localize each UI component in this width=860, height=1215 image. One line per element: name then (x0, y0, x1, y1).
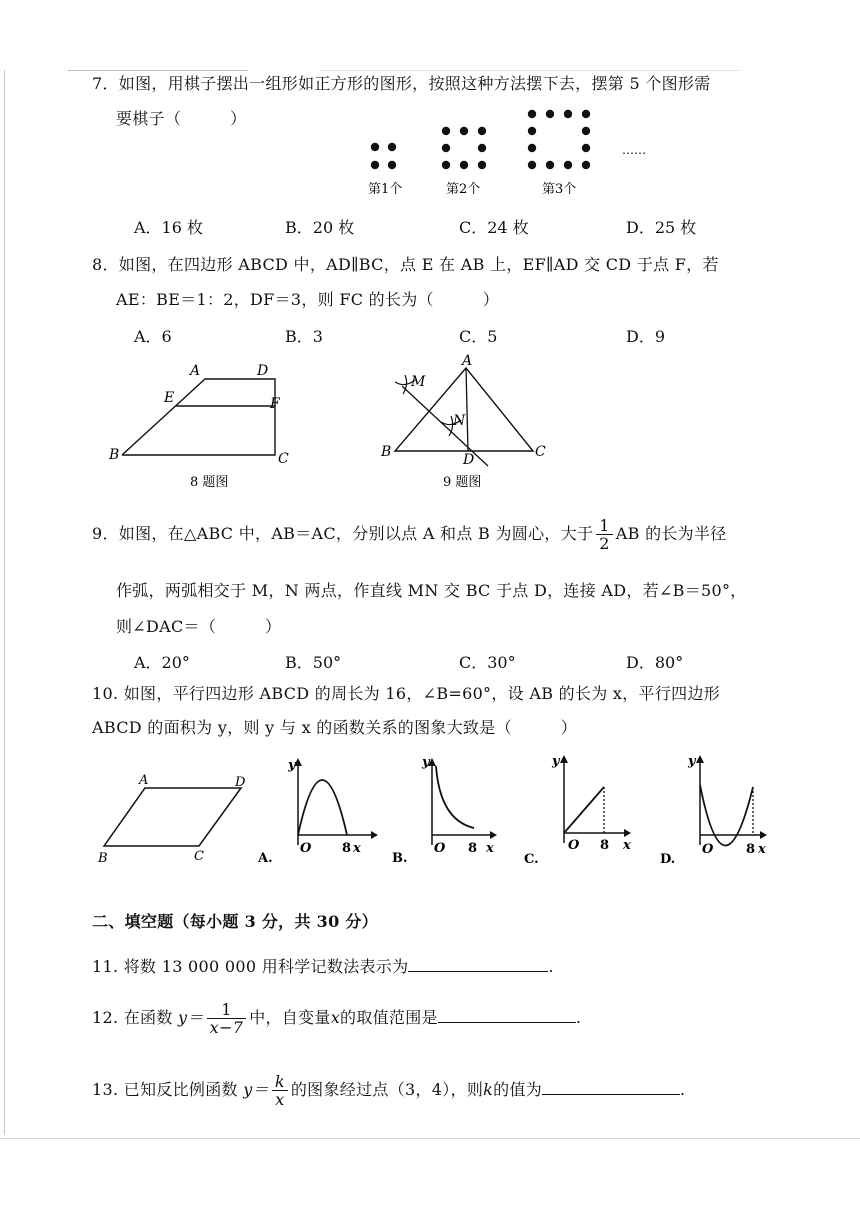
q13-frac-den: x (272, 1090, 288, 1108)
q12-end: . (575, 1008, 582, 1027)
q10-parallelogram-figure (95, 770, 260, 865)
q8-trapezoid-figure (100, 355, 300, 495)
q9-label-n: N (453, 413, 466, 429)
q13-answer-blank[interactable] (542, 1080, 680, 1095)
q8-option-c: C．5 (459, 327, 498, 346)
q7-option-c: C．24 枚 (459, 218, 529, 237)
top-rule-faint (320, 70, 740, 71)
q11-answer-blank[interactable] (408, 957, 548, 972)
q7-option-a: A．16 枚 (134, 218, 204, 237)
q8-label-a: A (190, 363, 201, 379)
q10-label-a: A (139, 773, 149, 788)
q8-option-a: A．6 (134, 327, 172, 346)
q10-label-d: D (235, 775, 246, 790)
q11-end: . (548, 957, 554, 976)
q8-option-b: B．3 (285, 327, 323, 346)
q8-figure-caption: 8 题图 (190, 475, 229, 490)
q7-line2: 要棋子（ ） (116, 109, 247, 128)
q8-line1: 8．如图，在四边形 ABCD 中，AD∥BC，点 E 在 AB 上，EF∥AD 交 CD 于点 F，若 (92, 255, 719, 274)
q11-line (92, 957, 554, 977)
pattern-1 (371, 143, 396, 169)
q12-frac-den: x−7 (207, 1018, 247, 1036)
q12-text-a: 12. 在函数 (92, 1008, 173, 1027)
q9-line1 (92, 516, 727, 552)
q9-label-b: B (381, 444, 392, 460)
q12-line (92, 998, 581, 1038)
q13-text-b: 的图象经过点（3，4），则 (290, 1080, 484, 1099)
q10-label-b: B (98, 851, 108, 865)
q13-text-a: 13. 已知反比例函数 (92, 1080, 238, 1099)
graph-c-letter: C. (524, 852, 539, 867)
q9-line2: 作弧，两弧相交于 M，N 两点，作直线 MN 交 BC 于点 D，连接 AD，若∠B＝50°， (116, 581, 747, 600)
q13-frac-num: k (274, 1072, 285, 1091)
q7-caption-2: 第2个 (446, 182, 481, 197)
graph-d-y-label: y (688, 754, 696, 769)
graph-d-letter: D. (660, 852, 676, 867)
q9-line3: 则∠DAC＝（ ） (116, 617, 282, 636)
q13-line (92, 1070, 685, 1110)
q8-label-b: B (109, 447, 120, 463)
q7-caption-1: 第1个 (368, 182, 403, 197)
q13-end: . (680, 1080, 686, 1099)
q7-ellipsis: …… (622, 143, 646, 157)
q13-lhs: y＝ (243, 1080, 269, 1099)
q7-dot-patterns (360, 105, 660, 200)
graph-c-origin: O (568, 838, 580, 853)
q9-label-a: A (462, 353, 473, 369)
q10-graph-b (390, 750, 505, 870)
graph-d-x-label: x (758, 842, 766, 857)
q8-option-d: D．9 (626, 327, 666, 346)
graph-a-origin: O (300, 841, 312, 856)
pattern-2 (442, 127, 486, 169)
q13-var: k (483, 1080, 494, 1099)
q10-line2: ABCD 的面积为 y，则 y 与 x 的函数关系的图象大致是（ ） (92, 718, 578, 737)
q9-label-m: M (411, 374, 426, 390)
section-2-title: 二、填空题（每小题 3 分，共 30 分） (92, 912, 378, 931)
top-rule (68, 70, 248, 71)
q9-triangle-figure (375, 350, 560, 495)
q12-text-b: 中，自变量 (249, 1008, 331, 1027)
graph-b-origin: O (434, 841, 446, 856)
graph-b-y-label: y (422, 755, 430, 770)
q9-fraction-half (596, 517, 612, 552)
q9-line1-a: 9．如图，在△ABC 中，AB＝AC，分别以点 A 和点 B 为圆心，大于 (92, 524, 594, 543)
graph-d-origin: O (702, 842, 714, 857)
q9-frac-den: 2 (596, 534, 612, 552)
bottom-rule (0, 1138, 860, 1139)
q12-fraction (207, 1001, 247, 1036)
q8-label-f: F (270, 396, 280, 412)
q9-option-a: A．20° (134, 653, 190, 672)
q12-var: x (330, 1008, 341, 1027)
q12-text-c: 的取值范围是 (340, 1008, 438, 1027)
q12-frac-num: 1 (221, 1000, 232, 1019)
q9-figure-caption: 9 题图 (443, 475, 482, 490)
q10-label-c: C (194, 849, 204, 864)
q9-option-b: B．50° (285, 653, 342, 672)
q11-text: 11. 将数 13 000 000 用科学记数法表示为 (92, 957, 409, 976)
q10-graph-d (658, 745, 773, 870)
q9-line1-b: AB 的长为半径 (615, 524, 727, 543)
graph-c-tick-8: 8 (600, 838, 610, 853)
graph-b-x-label: x (486, 841, 494, 856)
q8-label-c: C (278, 451, 289, 467)
graph-c-x-label: x (623, 838, 631, 853)
q8-line2: AE：BE＝1：2，DF＝3，则 FC 的长为（ ） (116, 290, 500, 309)
q8-label-d: D (257, 363, 269, 379)
graph-d-tick-8: 8 (746, 842, 756, 857)
q9-option-c: C．30° (459, 653, 516, 672)
graph-a-tick-8: 8 (342, 841, 352, 856)
q10-graph-c (522, 745, 637, 870)
q9-frac-num: 1 (599, 516, 610, 535)
q9-option-d: D．80° (626, 653, 684, 672)
q9-label-d: D (463, 452, 475, 468)
q7-caption-3: 第3个 (542, 182, 577, 197)
q13-fraction (272, 1073, 288, 1108)
q13-text-c: 的值为 (493, 1080, 543, 1099)
q12-lhs: y＝ (178, 1008, 204, 1027)
q7-option-b: B．20 枚 (285, 218, 355, 237)
graph-a-y-label: y (288, 758, 296, 773)
q9-label-c: C (535, 444, 546, 460)
left-margin-line (4, 70, 5, 1135)
graph-b-letter: B. (392, 851, 408, 866)
q12-answer-blank[interactable] (438, 1008, 576, 1023)
q7-option-d: D．25 枚 (626, 218, 697, 237)
graph-a-x-label: x (353, 841, 361, 856)
q8-label-e: E (164, 390, 175, 406)
pattern-3 (528, 110, 590, 169)
graph-c-y-label: y (552, 754, 560, 769)
graph-a-letter: A. (258, 851, 273, 866)
q7-line1: 7．如图，用棋子摆出一组形如正方形的图形，按照这种方法摆下去，摆第 5 个图形需 (92, 74, 711, 93)
q10-line1: 10. 如图，平行四边形 ABCD 的周长为 16，∠B=60°，设 AB 的长为 x，平行四边形 (92, 684, 721, 703)
graph-b-tick-8: 8 (468, 841, 478, 856)
q10-graph-a (256, 750, 381, 870)
